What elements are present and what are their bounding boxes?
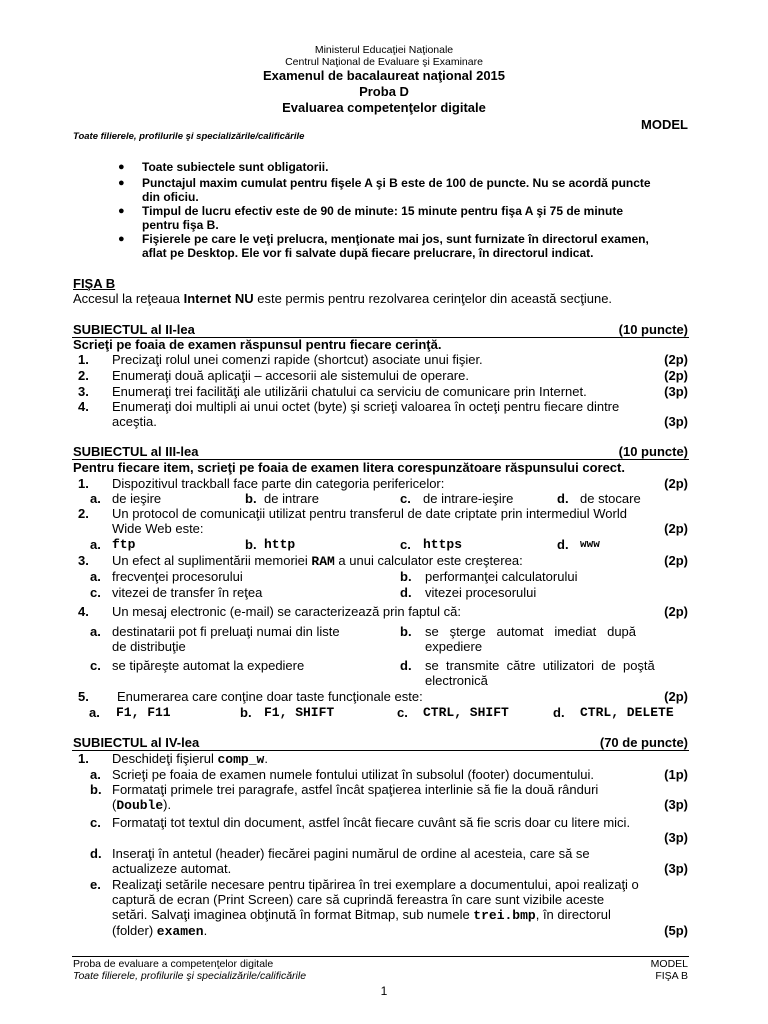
option-letter: d. [553, 705, 565, 720]
rule-4: Fişierele pe care le veţi prelucra, menţionate mai jos, sunt furnizate în directorul examen, [142, 232, 649, 246]
item-text: Enumeraţi trei facilităţi ale utilizării chatului ca serviciu de comunicare prin Internet. [112, 384, 587, 399]
item-points: (1p) [664, 767, 688, 782]
fisa-title: FIŞA B [73, 276, 116, 291]
option-text: CTRL, SHIFT [423, 705, 509, 720]
option-text: de distribuţie [112, 639, 186, 654]
item-number: 4. [78, 604, 89, 619]
task-text: Formataţi primele trei paragrafe, astfel încât spaţierea interlinie să fie la două rânduri [112, 782, 599, 797]
task-text: Scrieţi pe foaia de examen numele fontului utilizat în subsolul (footer) documentului. [112, 767, 594, 782]
item-text: Un mesaj electronic (e-mail) se caracterizează prin faptul că: [112, 604, 461, 619]
access-note: Accesul la reţeaua Internet NU este permis pentru rezolvarea cerinţelor din această secţiune. [73, 291, 613, 306]
item-text: Enumerarea care conţine doar taste funcţionale este: [117, 689, 423, 704]
option-letter: c. [400, 491, 411, 506]
item-text: Un efect al suplimentării memoriei RAM a unui calculator este creşterea: [112, 553, 523, 569]
item-number: 1. [78, 751, 89, 766]
item-points: (2p) [664, 604, 688, 619]
option-text: http [264, 537, 296, 552]
option-letter: b. [240, 705, 252, 720]
task-text: Inseraţi în antetul (header) fiecărei pagini numărul de ordine al acesteia, care să se [112, 846, 590, 861]
option-text: https [423, 537, 463, 552]
s2-instruction: Scrieţi pe foaia de examen răspunsul pentru fiecare cerinţă. [73, 337, 442, 352]
option-text: F1, SHIFT [264, 705, 335, 720]
task-text: Realizaţi setările necesare pentru tipărirea în trei exemplare a documentului, apoi realizaţi o [112, 877, 639, 892]
page-number: 1 [380, 984, 388, 998]
rule-2: Punctajul maxim cumulat pentru fişele A şi B este de 100 de puncte. Nu se acordă puncte [142, 176, 651, 190]
item-points: (2p) [664, 352, 688, 367]
item-text: Wide Web este: [112, 521, 204, 536]
option-text: de stocare [580, 491, 641, 506]
option-text: vitezei procesorului [425, 585, 537, 600]
option-letter: a. [89, 705, 100, 720]
option-text: destinatarii pot fi preluaţi numai din liste [112, 624, 340, 639]
item-number: 3. [78, 553, 89, 568]
item-text: aceştia. [112, 414, 157, 429]
s3-instruction: Pentru fiecare item, scrieţi pe foaia de examen litera corespunzătoare răspunsului corect. [73, 460, 625, 475]
option-letter: b. [90, 782, 102, 797]
item-number: 1. [78, 352, 89, 367]
option-letter: a. [90, 767, 101, 782]
option-letter: c. [90, 658, 101, 673]
option-text: se şterge automat imediat după [425, 624, 637, 639]
option-letter: e. [90, 877, 101, 892]
model-label: MODEL [641, 117, 688, 132]
item-points: (2p) [664, 521, 688, 536]
option-text: vitezei de transfer în reţea [112, 585, 263, 600]
bullet-icon: ● [118, 177, 125, 189]
item-text: Deschideţi fişierul comp_w. [112, 751, 268, 767]
task-text: captură de ecran (Print Screen) care să cuprindă fereastra în care sunt vizibile aceste [112, 892, 605, 907]
item-number: 2. [78, 368, 89, 383]
footer-right-2: FIŞA B [655, 970, 688, 982]
item-points: (3p) [664, 414, 688, 429]
item-points: (3p) [664, 861, 688, 876]
item-points: (2p) [664, 553, 688, 568]
footer-right-1: MODEL [650, 958, 688, 970]
item-points: (3p) [664, 384, 688, 399]
option-letter: a. [90, 569, 101, 584]
option-text: www [580, 539, 600, 551]
bullet-icon: ● [118, 161, 125, 173]
s2-title: SUBIECTUL al II-lea [73, 322, 195, 337]
option-letter: b. [400, 624, 412, 639]
eval-title: Evaluarea competenţelor digitale [282, 100, 486, 115]
bullet-icon: ● [118, 205, 125, 217]
item-points: (3p) [664, 797, 688, 812]
option-letter: d. [400, 658, 412, 673]
option-letter: c. [90, 585, 101, 600]
option-text: se transmite către utilizatori de poştă [425, 658, 655, 673]
task-text: (Double). [112, 797, 172, 813]
option-letter: c. [397, 705, 408, 720]
s4-points: (70 de puncte) [599, 735, 688, 750]
task-text: actualizeze automat. [112, 861, 232, 876]
item-text: Enumeraţi două aplicaţii – accesorii ale sistemului de operare. [112, 368, 469, 383]
ministry-line: Ministerul Educaţiei Naţionale [314, 44, 454, 56]
item-text: Enumeraţi doi multipli ai unui octet (byte) şi scrieţi valoarea în octeţi pentru fiecare dintre [112, 399, 620, 414]
item-number: 5. [78, 689, 89, 704]
option-letter: a. [90, 624, 101, 639]
footer-left-2: Toate filierele, profilurile şi specializările/calificările [73, 970, 307, 982]
task-text: setări. Salvaţi imaginea obţinută în format Bitmap, sub numele trei.bmp, în directorul [112, 907, 611, 923]
task-text: (folder) examen. [112, 923, 208, 939]
proba-title: Proba D [359, 84, 409, 99]
option-letter: d. [400, 585, 412, 600]
rule-3: Timpul de lucru efectiv este de 90 de minute: 15 minute pentru fişa A şi 75 de minute [142, 204, 624, 218]
center-line: Centrul Naţional de Evaluare şi Examinare [285, 56, 483, 68]
item-number: 4. [78, 399, 89, 414]
footer-divider [72, 956, 689, 957]
item-number: 2. [78, 506, 89, 521]
s3-points: (10 puncte) [618, 444, 688, 459]
s4-title: SUBIECTUL al IV-lea [73, 735, 200, 750]
option-letter: c. [90, 815, 101, 830]
item-text: Un protocol de comunicaţii utilizat pentru transferul de date criptate prin intermediul World [112, 506, 627, 521]
option-letter: b. [245, 537, 257, 552]
item-text: Precizaţi rolul unei comenzi rapide (shortcut) asociate unui fişier. [112, 352, 483, 367]
option-letter: b. [245, 491, 257, 506]
item-points: (5p) [664, 923, 688, 938]
option-text: ftp [112, 537, 136, 552]
option-letter: b. [400, 569, 412, 584]
option-letter: a. [90, 491, 101, 506]
rule-2b: din oficiu. [142, 190, 199, 204]
item-points: (3p) [664, 830, 688, 845]
option-text: F1, F11 [116, 705, 171, 720]
item-number: 1. [78, 476, 89, 491]
rule-4b: aflat pe Desktop. Ele vor fi salvate după fiecare prelucrare, în directorul indicat. [142, 246, 594, 260]
option-text: frecvenţei procesorului [112, 569, 243, 584]
option-letter: d. [557, 491, 569, 506]
rule-3b: pentru fişa B. [142, 218, 219, 232]
option-text: de intrare [264, 491, 319, 506]
filiere-note: Toate filierele, profilurile şi specializările/calificările [73, 131, 305, 142]
option-text: de intrare-ieşire [423, 491, 514, 506]
option-text: CTRL, DELETE [580, 705, 674, 720]
option-text: performanţei calculatorului [425, 569, 578, 584]
s2-points: (10 puncte) [618, 322, 688, 337]
option-text: de ieşire [112, 491, 162, 506]
item-text: Dispozitivul trackball face parte din categoria perifericelor: [112, 476, 445, 491]
footer-left-1: Proba de evaluare a competenţelor digitale [73, 958, 274, 970]
exam-title: Examenul de bacalaureat naţional 2015 [262, 68, 506, 83]
option-letter: c. [400, 537, 411, 552]
bullet-icon: ● [118, 233, 125, 245]
option-letter: d. [90, 846, 102, 861]
task-text: Formataţi tot textul din document, astfel încât fiecare cuvânt să fie scris doar cu litere mici. [112, 815, 631, 830]
option-letter: d. [557, 537, 569, 552]
s3-title: SUBIECTUL al III-lea [73, 444, 199, 459]
option-text: expediere [425, 639, 483, 654]
item-points: (2p) [664, 368, 688, 383]
item-points: (2p) [664, 476, 688, 491]
option-text: se tipăreşte automat la expediere [112, 658, 305, 673]
item-number: 3. [78, 384, 89, 399]
option-text: electronică [425, 673, 488, 688]
rule-1: Toate subiectele sunt obligatorii. [142, 160, 329, 174]
option-letter: a. [90, 537, 101, 552]
item-points: (2p) [664, 689, 688, 704]
